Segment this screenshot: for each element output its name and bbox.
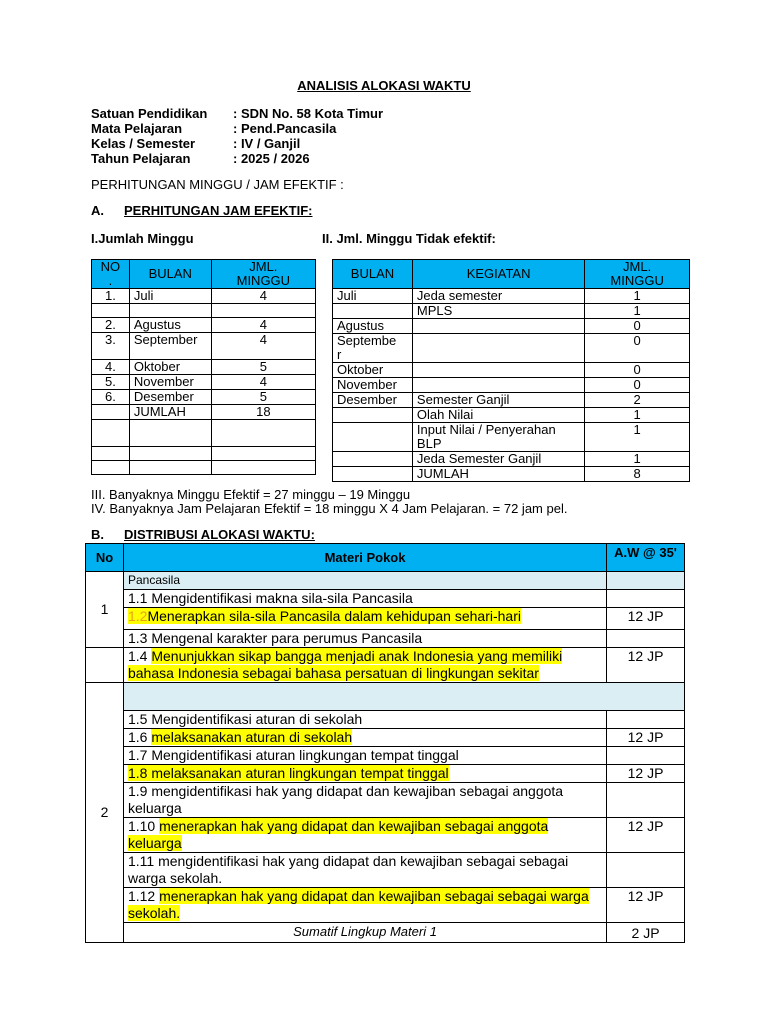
column-header: BULAN [333,260,413,289]
info-row-school [91,106,383,121]
table-row [92,420,316,447]
materi-row [123,765,606,783]
table-cell: JUMLAH [412,467,584,482]
section-b-heading [91,527,315,542]
info-value: : SDN No. 58 Kota Timur [233,106,384,121]
subheading-week-count: I.Jumlah Minggu [91,231,194,246]
table-cell: 1 [585,423,690,452]
table-row [92,375,316,390]
table-cell: 4 [211,333,315,360]
table-cell: 1 [585,304,690,319]
table-cell [211,304,315,318]
group-number: 2 [86,683,124,943]
table-cell [412,378,584,393]
table-cell: 5 [211,360,315,375]
info-label: Mata Pelajaran [91,121,183,136]
table-cell: Semester Ganjil [412,393,584,408]
summative-label: Sumatif Lingkup Materi 1 [123,923,606,943]
table-cell: Desember [129,390,211,405]
table-cell: Desember [333,393,413,408]
info-row-year [91,151,383,166]
table-cell: 3. [92,333,130,360]
table-cell [333,304,413,319]
table-cell: 1 [585,408,690,423]
table-cell: MPLS [412,304,584,319]
table-cell: 18 [211,405,315,420]
materi-text: menerapkan hak yang didapat dan kewajiban sebagai sebagai warga sekolah. [127,888,589,921]
group-heading: Pancasila [123,572,606,590]
info-row-class [91,136,383,151]
table-cell [92,405,130,420]
table-cell: Input Nilai / Penyerahan BLP [412,423,584,452]
table-cell: 0 [585,363,690,378]
table-cell: 5 [211,390,315,405]
table-cell: 2 [585,393,690,408]
info-value: : Pend.Pancasila [233,121,337,136]
table-row [92,289,316,304]
time-allocation: 12 JP [607,818,685,853]
table-cell: Jeda semester [412,289,584,304]
materi-row: 1.1 Mengidentifikasi makna sila-sila Pancasila [123,590,606,608]
empty-cell [607,572,685,590]
section-title: DISTRIBUSI ALOKASI WAKTU: [124,527,315,542]
table-row [92,333,316,360]
table-cell [333,408,413,423]
table-cell: 5. [92,375,130,390]
table-cell [333,452,413,467]
materi-row [123,888,606,923]
table-cell: 0 [585,334,690,363]
empty-cell [607,783,685,818]
table-cell: September [129,333,211,360]
materi-row [123,608,606,630]
table-cell: 4 [211,318,315,333]
table-cell: JUMLAH [129,405,211,420]
page-title: ANALISIS ALOKASI WAKTU [297,78,471,93]
table-cell: 0 [585,378,690,393]
info-value: : IV / Ganjil [233,136,301,151]
table-row [333,304,690,319]
info-label: Tahun Pelajaran [91,151,191,166]
effective-weeks-note: III. Banyaknya Minggu Efektif = 27 minggu – 19 Minggu [91,487,411,502]
table-cell [92,461,130,475]
table-cell [211,420,315,447]
empty-cell [607,747,685,765]
materi-number: 1.4 [127,648,152,664]
column-header: NO . [92,260,130,289]
empty-cell [607,853,685,888]
table-cell: Jeda Semester Ganjil [412,452,584,467]
table-cell: Juli [333,289,413,304]
table-cell: 4 [211,375,315,390]
column-header: BULAN [129,260,211,289]
materi-text: Menunjukkan sikap bangga menjadi anak Indonesia yang memiliki bahasa Indonesia sebagai bahasa persatuan di lingkungan sekitar [127,648,563,681]
table-cell: 0 [585,319,690,334]
table-cell [92,447,130,461]
table-row [333,467,690,482]
table-row [333,319,690,334]
materi-row: 1.3 Mengenal karakter para perumus Pancasila [123,630,606,648]
table-row [333,289,690,304]
table-cell: 4. [92,360,130,375]
materi-row [123,648,606,683]
table-row [92,360,316,375]
empty-cell [607,711,685,729]
table-cell: 1 [585,452,690,467]
table-row [333,393,690,408]
materi-number: 1.2 [127,608,148,624]
time-allocation: 12 JP [607,648,685,683]
materi-text: Menerapkan sila-sila Pancasila dalam kehidupan sehari-hari [147,608,521,624]
materi-row: 1.5 Mengidentifikasi aturan di sekolah [123,711,606,729]
materi-number: 1.12 [127,888,160,904]
table-cell: Agustus [129,318,211,333]
time-allocation-table [85,543,685,943]
time-allocation: 12 JP [607,608,685,630]
empty-cell [86,648,124,683]
table-row [92,304,316,318]
table-cell: November [129,375,211,390]
table-row [333,363,690,378]
table-cell [129,304,211,318]
materi-row: 1.9 mengidentifikasi hak yang didapat dan kewajiban sebagai anggota keluarga [123,783,606,818]
column-header: A.W @ 35' [607,544,685,572]
subheading-noneffective-weeks: II. Jml. Minggu Tidak efektif: [322,231,496,246]
materi-text: melaksanakan aturan di sekolah [151,729,353,745]
table-cell [92,304,130,318]
materi-number: 1.6 [127,729,152,745]
calculation-heading: PERHITUNGAN MINGGU / JAM EFEKTIF : [91,177,344,192]
materi-row: 1.7 Mengidentifikasi aturan lingkungan tempat tinggal [123,747,606,765]
table-cell: 8 [585,467,690,482]
table-row [92,390,316,405]
table-cell [92,420,130,447]
materi-text: menerapkan hak yang didapat dan kewajiban sebagai anggota keluarga [127,818,549,851]
week-count-table [91,259,316,475]
section-letter: B. [91,527,104,542]
table-cell [129,447,211,461]
section-letter: A. [91,203,104,218]
table-cell: 4 [211,289,315,304]
table-cell [333,467,413,482]
table-row [92,318,316,333]
materi-row [123,729,606,747]
table-row [333,423,690,452]
table-cell [129,461,211,475]
table-cell: 6. [92,390,130,405]
group-number: 1 [86,572,124,648]
table-cell: Agustus [333,319,413,334]
materi-text: 1.8 melaksanakan aturan lingkungan tempat tinggal [127,765,449,781]
time-allocation: 12 JP [607,729,685,747]
table-cell: 1 [585,289,690,304]
noneffective-weeks-table [332,259,690,482]
table-cell: 2. [92,318,130,333]
column-header: No [86,544,124,572]
table-row [92,461,316,475]
table-cell [211,461,315,475]
column-header: JML. MINGGU [211,260,315,289]
column-header: JML. MINGGU [585,260,690,289]
info-value: : 2025 / 2026 [233,151,310,166]
column-header: KEGIATAN [412,260,584,289]
info-label: Kelas / Semester [91,136,196,151]
table-row [333,378,690,393]
materi-number: 1.10 [127,818,160,834]
table-cell [412,363,584,378]
effective-hours-note: IV. Banyaknya Jam Pelajaran Efektif = 18 minggu X 4 Jam Pelajaran. = 72 jam pel. [91,501,568,516]
table-row [333,408,690,423]
table-cell [333,423,413,452]
table-cell: Oktober [333,363,413,378]
table-cell [412,334,584,363]
table-cell: 1. [92,289,130,304]
empty-cell [607,590,685,608]
info-row-subject [91,121,383,136]
section-title: PERHITUNGAN JAM EFEKTIF: [124,203,313,218]
table-cell [211,447,315,461]
table-cell [412,319,584,334]
table-cell: Olah Nilai [412,408,584,423]
time-allocation: 12 JP [607,765,685,783]
table-row [92,447,316,461]
info-label: Satuan Pendidikan [91,106,208,121]
materi-row [123,818,606,853]
materi-row: 1.11 mengidentifikasi hak yang didapat dan kewajiban sebagai sebagai warga sekolah. [123,853,606,888]
group-band [123,683,684,711]
table-cell: Septembe r [333,334,413,363]
table-cell [129,420,211,447]
empty-cell [607,630,685,648]
section-a-heading [91,203,313,218]
identity-block [91,106,383,166]
table-row [333,452,690,467]
table-row [92,405,316,420]
table-row [333,334,690,363]
table-cell: Oktober [129,360,211,375]
table-cell: Juli [129,289,211,304]
time-allocation: 2 JP [607,923,685,943]
column-header: Materi Pokok [123,544,606,572]
time-allocation: 12 JP [607,888,685,923]
table-cell: November [333,378,413,393]
